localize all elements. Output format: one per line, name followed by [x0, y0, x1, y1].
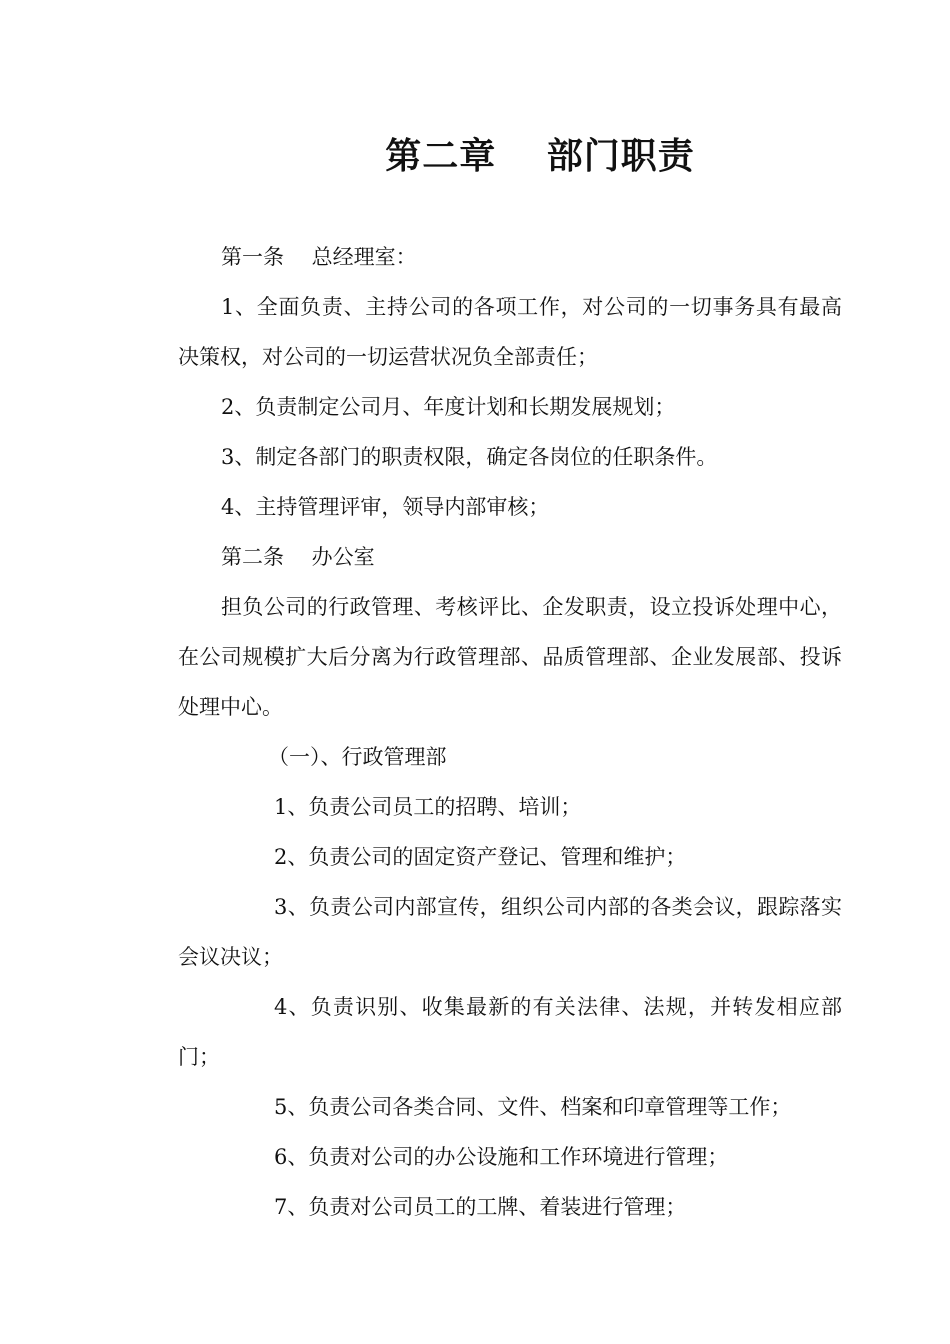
list-item: 3、负责公司内部宣传，组织公司内部的各类会议，跟踪落实会议决议；: [178, 895, 842, 969]
list-item: 7、负责对公司员工的工牌、着装进行管理；: [274, 1195, 687, 1219]
article-heading: 第一条 总经理室：: [221, 245, 417, 269]
paragraph: 3、制定各部门的职责权限，确定各岗位的任职条件。: [221, 445, 718, 469]
list-item: 1、负责公司员工的招聘、培训；: [274, 795, 582, 819]
section-heading: （一）、行政管理部: [268, 745, 447, 769]
list-item: 2、负责公司的固定资产登记、管理和维护；: [274, 845, 687, 869]
paragraph: 2、负责制定公司月、年度计划和长期发展规划；: [221, 395, 676, 419]
list-item: 4、负责识别、收集最新的有关法律、法规，并转发相应部门；: [178, 995, 842, 1069]
article-heading: 第二条 办公室: [221, 545, 375, 569]
paragraph: 担负公司的行政管理、考核评比、企发职责，设立投诉处理中心，在公司规模扩大后分离为行政管理部、品质管理部、企业发展部、投诉处理中心。: [178, 595, 842, 719]
document-body: [178, 232, 842, 1232]
chapter-title: 第二章 部门职责: [385, 136, 695, 177]
list-item: 6、负责对公司的办公设施和工作环境进行管理；: [274, 1145, 729, 1169]
list-item: 5、负责公司各类合同、文件、档案和印章管理等工作；: [274, 1095, 792, 1119]
paragraph: 1、全面负责、主持公司的各项工作，对公司的一切事务具有最高决策权，对公司的一切运营状况负全部责任；: [178, 295, 842, 369]
paragraph: 4、主持管理评审，领导内部审核；: [221, 495, 550, 519]
